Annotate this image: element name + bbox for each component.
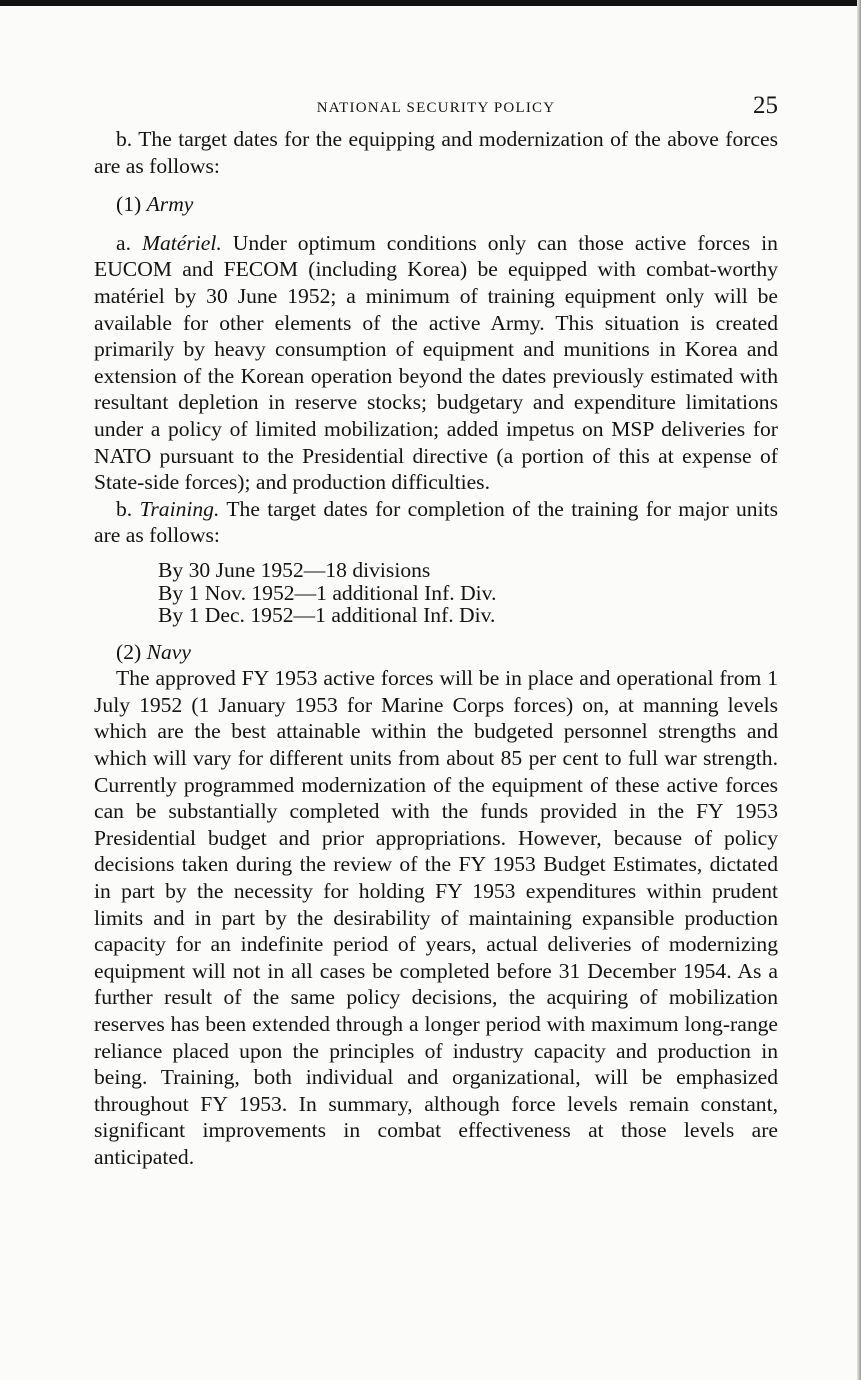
intro-paragraph: b. The target dates for the equipping and modernization of the above forces are as follows: bbox=[94, 127, 778, 178]
navy-heading-number: (2) bbox=[116, 639, 142, 664]
navy-paragraph: The approved FY 1953 active forces will be in place and operational from 1 July 1952 (1 January 1953 for Marine Corps forces) on, at manning levels which are the best attainable within the budgeted personnel strengths and which will vary for different units from about 85 per cent to full war strength. Currently programmed modernization of the equipment of these active forces can be substantially completed with the funds provided in the FY 1953 Presidential budget and prior appropriations. However, because of policy decisions taken during the review of the FY 1953 Budget Estimates, dictated in part by the necessity for holding FY 1953 expenditures within prudent limits and in part by the desirability of maintaining expansible production capacity for an indefinite period of years, actual deliveries of modernizing equipment will not in all cases be completed before 31 December 1954. As a further result of the same policy decisions, the acquiring of mobilization reserves has been extended through a longer period with maximum long-range reliance placed upon the principles of industry capacity and production in being. Training, both individual and organizational, will be emphasized throughout FY 1953. In summary, although force levels remain constant, significant improvements in combat effectiveness at those levels are anticipated. bbox=[94, 666, 778, 1169]
schedule-item: By 1 Nov. 1952—1 additional Inf. Div. bbox=[158, 580, 497, 605]
page-number: 25 bbox=[753, 92, 778, 119]
training-schedule bbox=[158, 559, 778, 627]
page-right-edge bbox=[857, 0, 861, 1380]
army-heading bbox=[94, 191, 778, 218]
running-header-title: NATIONAL SECURITY POLICY bbox=[316, 100, 556, 116]
materiel-prefix: a. bbox=[116, 230, 131, 255]
training-text: The target dates for completion of the training for major units are as follows: bbox=[94, 496, 778, 548]
navy-heading bbox=[94, 639, 778, 666]
page-top-edge bbox=[0, 0, 861, 6]
army-heading-number: (1) bbox=[116, 192, 142, 217]
schedule-item: By 30 June 1952—18 divisions bbox=[158, 557, 431, 582]
materiel-label: Matériel. bbox=[142, 230, 222, 255]
schedule-item: By 1 Dec. 1952—1 additional Inf. Div. bbox=[158, 603, 496, 628]
training-prefix: b. bbox=[116, 496, 133, 521]
navy-heading-name: Navy bbox=[146, 639, 191, 664]
document-page bbox=[94, 92, 778, 1171]
army-heading-name: Army bbox=[146, 192, 194, 217]
running-header bbox=[94, 92, 778, 126]
training-label: Training. bbox=[139, 496, 220, 521]
training-paragraph bbox=[94, 496, 778, 549]
materiel-text: Under optimum conditions only can those active forces in EUCOM and FECOM (including Korea) be equipped with combat-worthy matériel by 30 June 1952; a minimum of training equipment only will be available for other elements of the active Army. This situation is created primarily by heavy consumption of equipment and munitions in Korea and extension of the Korean operation beyond the dates previously estimated with resultant depletion in reserve stocks; budgetary and expenditure limitations under a policy of limited mobilization; added impetus on MSP deliveries for NATO pursuant to the Presidential directive (a portion of this at expense of State-side forces); and production difficulties. bbox=[94, 230, 778, 495]
materiel-paragraph bbox=[94, 230, 778, 496]
